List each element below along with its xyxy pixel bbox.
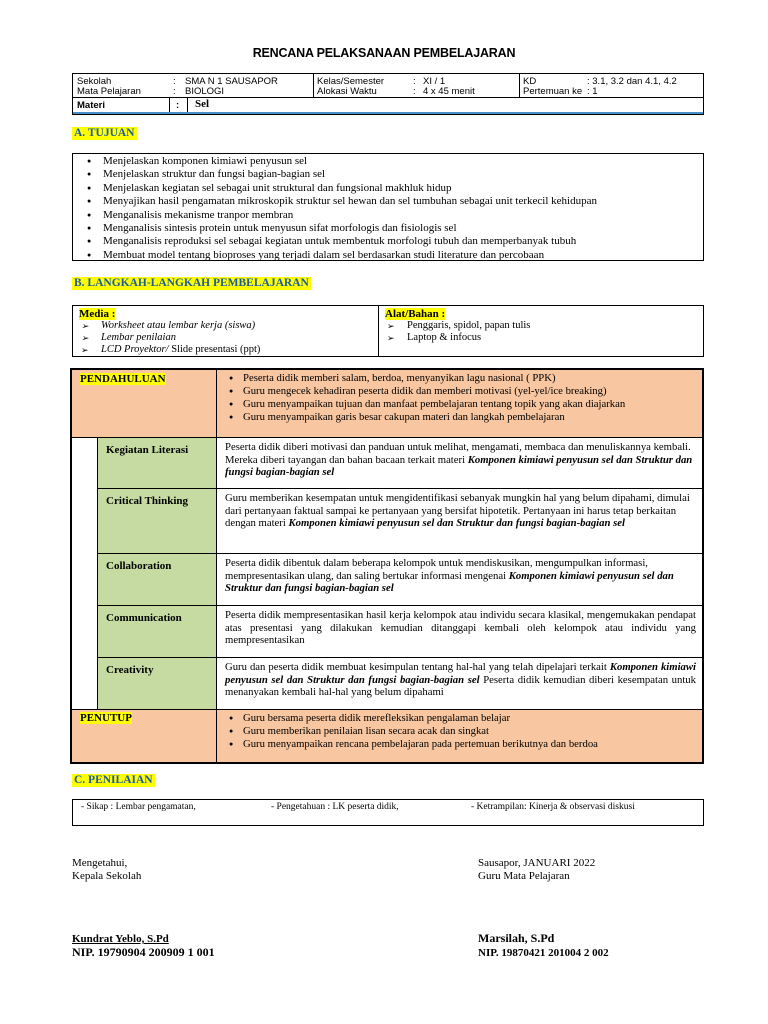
inti-label: Collaboration xyxy=(106,560,172,572)
inti-indent-cell xyxy=(72,438,98,710)
inti-label: Critical Thinking xyxy=(106,495,189,507)
document-title: RENCANA PELAKSANAAN PEMBELAJARAN xyxy=(252,46,516,60)
penilaian-keterampilan: - Ketrampilan: Kinerja & observasi diskusi xyxy=(471,802,635,812)
inti-text: Guru dan peserta didik membuat kesimpulan tentang hal-hal yang telah dipelajari terkait Komponen kimiawi penyusun sel dan Struktur dan fungsi bagian-bagian sel Peserta didik kemudian diberi kesempatan untuk menanyakan kembali hal-hal yang belum dipahami xyxy=(225,661,696,698)
pendahuluan-label-cell xyxy=(72,370,217,438)
literasi-label-cell xyxy=(98,438,217,489)
media-item: ➢ LCD Proyektor/ Slide presentasi (ppt) xyxy=(73,344,378,356)
list-item: ● Menjelaskan struktur dan fungsi bagian-bagian sel xyxy=(87,168,703,181)
literasi-content xyxy=(217,438,702,489)
penilaian-box xyxy=(72,799,704,826)
pendahuluan-list xyxy=(217,370,702,424)
alat-column xyxy=(379,306,703,356)
guru-name: Marsilah, S.Pd xyxy=(478,931,555,945)
kepala-sekolah-name: Kundrat Yeblo, S.Pd xyxy=(72,933,169,945)
pertemuan-label: Pertemuan ke xyxy=(523,86,583,97)
materi-label: Materi xyxy=(77,100,105,111)
media-alat-box xyxy=(72,305,704,357)
list-item: ● Guru mengecek kehadiran peserta didik dan memberi motivasi (yel-yel/ice breaking) xyxy=(229,385,702,398)
creativity-label-cell xyxy=(98,658,217,710)
alat-heading: Alat/Bahan : xyxy=(385,308,446,320)
collaboration-content xyxy=(217,554,702,606)
inti-label: Communication xyxy=(106,612,182,624)
colon: : xyxy=(413,76,416,87)
sekolah-value: SMA N 1 SAUSAPOR xyxy=(185,76,278,87)
penutup-content xyxy=(217,710,702,762)
critical-content xyxy=(217,489,702,554)
media-column xyxy=(73,306,379,356)
penutup-label: PENUTUP xyxy=(80,712,132,724)
kd-label: KD xyxy=(523,76,537,87)
activity-table xyxy=(70,368,704,764)
tujuan-list xyxy=(73,154,703,262)
kepala-sekolah-nip: NIP. 19790904 200909 1 001 xyxy=(72,945,215,959)
pendahuluan-content xyxy=(217,370,702,438)
collaboration-label-cell xyxy=(98,554,217,606)
list-item: ● Guru menyampaikan garis besar cakupan materi dan langkah pembelajaran xyxy=(229,411,702,424)
tujuan-box xyxy=(72,153,704,261)
alat-item: ➢ Laptop & infocus xyxy=(379,332,703,344)
communication-content xyxy=(217,606,702,658)
colon: : xyxy=(173,76,176,87)
list-item: ● Menyajikan hasil pengamatan mikroskopik struktur sel hewan dan sel tumbuhan sebagai unit terkecil kehidupan xyxy=(87,195,703,208)
list-item: ● Guru menyampaikan rencana pembelajaran pada pertemuan berikutnya dan berdoa xyxy=(229,738,702,751)
list-item: ● Guru memberikan penilaian lisan secara acak dan singkat xyxy=(229,725,702,738)
colon: : xyxy=(413,86,416,97)
mapel-label: Mata Pelajaran xyxy=(77,86,141,97)
info-table xyxy=(72,73,704,115)
list-item: ● Menganalisis sintesis protein untuk menyusun sifat morfologis dan fisiologis sel xyxy=(87,222,703,235)
list-item: ● Guru bersama peserta didik merefleksikan pengalaman belajar xyxy=(229,712,702,725)
kelas-value: XI / 1 xyxy=(423,76,446,87)
list-item: ● Menganalisis mekanisme tranpor membran xyxy=(87,209,703,222)
mengetahui-text: Mengetahui, xyxy=(72,857,128,869)
penutup-label-cell xyxy=(72,710,217,762)
place-date-text: Sausapor, JANUARI 2022 xyxy=(478,857,596,869)
media-heading: Media : xyxy=(79,308,116,320)
list-item: ● Menjelaskan komponen kimiawi penyusun sel xyxy=(87,155,703,168)
inti-text: Peserta didik dibentuk dalam beberapa kelompok untuk mendiskusikan, mengumpulkan informasi, mempresentasikan ulang, dan saling bertukar informasi mengenai Komponen kimiawi penyusun sel dan Struktur dan fungsi bagian-bagian sel xyxy=(225,557,674,594)
alokasi-label: Alokasi Waktu xyxy=(317,86,377,97)
mapel-value: BIOLOGI xyxy=(185,86,225,97)
critical-label-cell xyxy=(98,489,217,554)
guru-mapel-text: Guru Mata Pelajaran xyxy=(478,870,570,882)
list-item: ● Peserta didik memberi salam, berdoa, menyanyikan lagu nasional ( PPK) xyxy=(229,372,702,385)
penilaian-sikap: - Sikap : Lembar pengamatan, xyxy=(81,802,196,812)
alat-item: ➢ Penggaris, spidol, papan tulis xyxy=(379,320,703,332)
guru-nip: NIP. 19870421 201004 2 002 xyxy=(478,947,609,959)
penilaian-pengetahuan: - Pengetahuan : LK peserta didik, xyxy=(271,802,399,812)
kd-value: : 3.1, 3.2 dan 4.1, 4.2 xyxy=(587,76,677,87)
inti-text: Peserta didik mempresentasikan hasil kerja kelompok atau individu secara klasikal, mengemukakan pendapat atas presentasi yang dilakukan kemudian ditanggapi kembali oleh kelompok atau individu yang mempresentasikan xyxy=(225,609,696,646)
materi-row xyxy=(73,98,703,114)
materi-value: Sel xyxy=(195,98,210,110)
section-langkah-heading: B. LANGKAH-LANGKAH PEMBELAJARAN xyxy=(74,277,309,289)
pertemuan-value: : 1 xyxy=(587,86,598,97)
list-item: ● Menganalisis reproduksi sel sebagai kegiatan untuk membentuk morfologi tubuh dan memperbanyak tubuh xyxy=(87,235,703,248)
pendahuluan-label: PENDAHULUAN xyxy=(80,373,166,385)
colon: : xyxy=(176,100,180,111)
section-penilaian-heading: C. PENILAIAN xyxy=(74,774,153,786)
colon: : xyxy=(173,86,176,97)
inti-label: Creativity xyxy=(106,664,154,676)
alokasi-value: 4 x 45 menit xyxy=(423,86,475,97)
kepala-sekolah-text: Kepala Sekolah xyxy=(72,870,142,882)
media-item: ➢ Worksheet atau lembar kerja (siswa) xyxy=(73,320,378,332)
inti-text: Guru memberikan kesempatan untuk mengidentifikasi sebanyak mungkin hal yang belum dipahami, dimulai dari pertanyaan faktual sampai ke pertanyaan yang bersifat hipotetik. Pertanyaan ini harus tetap berkaitan dengan materi Komponen kimiawi penyusun sel dan Struktur dan fungsi bagian-bagian sel xyxy=(225,492,690,529)
kelas-label: Kelas/Semester xyxy=(317,76,385,87)
inti-label: Kegiatan Literasi xyxy=(106,444,189,456)
sekolah-label: Sekolah xyxy=(77,76,112,87)
communication-label-cell xyxy=(98,606,217,658)
inti-text: Peserta didik diberi motivasi dan panduan untuk melihat, mengamati, membaca dan menuliskannya kembali. Mereka diberi tayangan dan bahan bacaan terkait materi Komponen kimiawi penyusun sel dan Struktur dan fungsi bagian-bagian sel xyxy=(225,441,693,478)
list-item: ● Guru menyampaikan tujuan dan manfaat pembelajaran tentang topik yang akan diajarkan xyxy=(229,398,702,411)
list-item: ● Menjelaskan kegiatan sel sebagai unit struktural dan fungsional makhluk hidup xyxy=(87,182,703,195)
media-item: ➢ Lembar penilaian xyxy=(73,332,378,344)
list-item: ● Membuat model tentang bioproses yang terjadi dalam sel berdasarkan studi literature dan percobaan xyxy=(87,249,703,262)
creativity-content xyxy=(217,658,702,710)
section-tujuan-heading: A. TUJUAN xyxy=(74,127,135,139)
penutup-list xyxy=(217,710,702,751)
